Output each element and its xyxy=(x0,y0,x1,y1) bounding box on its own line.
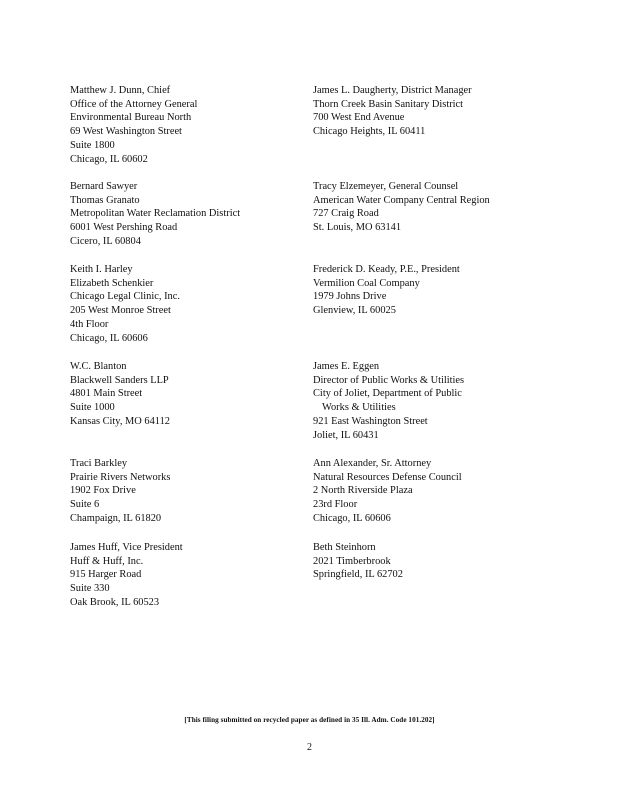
addressee-name: James Huff, Vice President xyxy=(70,542,183,553)
address-line: 1902 Fox Drive xyxy=(70,485,136,497)
address-line: 700 West End Avenue xyxy=(313,112,405,124)
address-block-alexander xyxy=(313,457,462,526)
address-line: Oak Brook, IL 60523 xyxy=(70,596,160,608)
address-line: 4th Floor xyxy=(70,318,109,330)
recycled-paper-note: [This filing submitted on recycled paper as defined in 35 Ill. Adm. Code 101.202] xyxy=(184,716,435,724)
address-line: American Water Company Central Region xyxy=(313,194,490,206)
address-line: Works & Utilities xyxy=(322,402,396,414)
address-block-steinhorn xyxy=(313,541,403,582)
address-line: Blackwell Sanders LLP xyxy=(70,374,169,386)
address-line: 2 North Riverside Plaza xyxy=(313,485,413,497)
address-line: Kansas City, MO 64112 xyxy=(70,415,170,427)
address-line: Director of Public Works & Utilities xyxy=(313,374,465,386)
addressee-name: James L. Daugherty, District Manager xyxy=(313,85,472,96)
address-line: Suite 1800 xyxy=(70,139,115,151)
address-block-blanton xyxy=(70,360,170,429)
address-line: Glenview, IL 60025 xyxy=(313,305,396,317)
address-line: 921 East Washington Street xyxy=(313,415,428,427)
address-line: 1979 Johns Drive xyxy=(313,291,387,303)
address-line: Chicago, IL 60602 xyxy=(70,153,148,165)
address-line: Chicago Legal Clinic, Inc. xyxy=(70,291,180,303)
address-block-sawyer-granato xyxy=(70,180,240,249)
address-line: Champaign, IL 61820 xyxy=(70,512,162,524)
addressee-name: James E. Eggen xyxy=(313,361,380,372)
address-line: Office of the Attorney General xyxy=(70,98,198,110)
address-line: Metropolitan Water Reclamation District xyxy=(70,208,241,220)
address-line: Chicago Heights, IL 60411 xyxy=(313,126,426,138)
page-number: 2 xyxy=(307,742,312,753)
addressee-name: Keith I. Harley xyxy=(70,264,133,275)
address-line: Joliet, IL 60431 xyxy=(313,429,379,441)
address-line: St. Louis, MO 63141 xyxy=(313,222,402,234)
address-line: Thorn Creek Basin Sanitary District xyxy=(313,98,464,110)
address-line: Chicago, IL 60606 xyxy=(313,512,391,524)
address-line: 915 Harger Road xyxy=(70,569,142,581)
addressee-name: Traci Barkley xyxy=(70,458,128,469)
address-block-harley-schenkier xyxy=(70,263,180,345)
address-line: Huff & Huff, Inc. xyxy=(70,555,144,567)
address-line: 727 Craig Road xyxy=(313,208,379,220)
address-line: Cicero, IL 60804 xyxy=(70,235,141,247)
address-line: Vermilion Coal Company xyxy=(313,277,420,289)
addressee-name: Tracy Elzemeyer, General Counsel xyxy=(313,181,459,192)
address-line: Suite 1000 xyxy=(70,402,115,414)
addressee-name: Bernard Sawyer xyxy=(70,181,138,192)
address-block-eggen xyxy=(313,360,464,442)
addressee-name: Frederick D. Keady, P.E., President xyxy=(313,264,460,275)
address-line: 205 West Monroe Street xyxy=(70,305,171,317)
address-line: Prairie Rivers Networks xyxy=(70,471,171,483)
address-line: Suite 6 xyxy=(70,499,100,511)
addressee-name: Thomas Granato xyxy=(70,194,140,206)
address-line: City of Joliet, Department of Public xyxy=(313,388,462,400)
address-block-huff xyxy=(70,541,183,610)
addressee-name: Elizabeth Schenkier xyxy=(70,277,154,289)
address-block-daugherty xyxy=(313,84,472,139)
address-line: 4801 Main Street xyxy=(70,388,143,400)
address-line: 69 West Washington Street xyxy=(70,126,182,138)
address-block-barkley xyxy=(70,457,170,526)
addressee-name: Ann Alexander, Sr. Attorney xyxy=(313,458,432,469)
address-block-dunn xyxy=(70,84,197,166)
addressee-name: W.C. Blanton xyxy=(70,361,127,372)
address-block-keady xyxy=(313,263,460,318)
address-line: Springfield, IL 62702 xyxy=(313,569,403,581)
address-line: 6001 West Pershing Road xyxy=(70,222,178,234)
address-line: Suite 330 xyxy=(70,583,110,595)
address-line: 2021 Timberbrook xyxy=(313,555,391,567)
address-line: 23rd Floor xyxy=(313,499,358,511)
address-line: Environmental Bureau North xyxy=(70,112,192,124)
address-block-elzemeyer xyxy=(313,180,490,235)
address-line: Natural Resources Defense Council xyxy=(313,471,462,483)
addressee-name: Matthew J. Dunn, Chief xyxy=(70,85,171,96)
address-line: Chicago, IL 60606 xyxy=(70,332,148,344)
addressee-name: Beth Steinhorn xyxy=(313,542,376,553)
